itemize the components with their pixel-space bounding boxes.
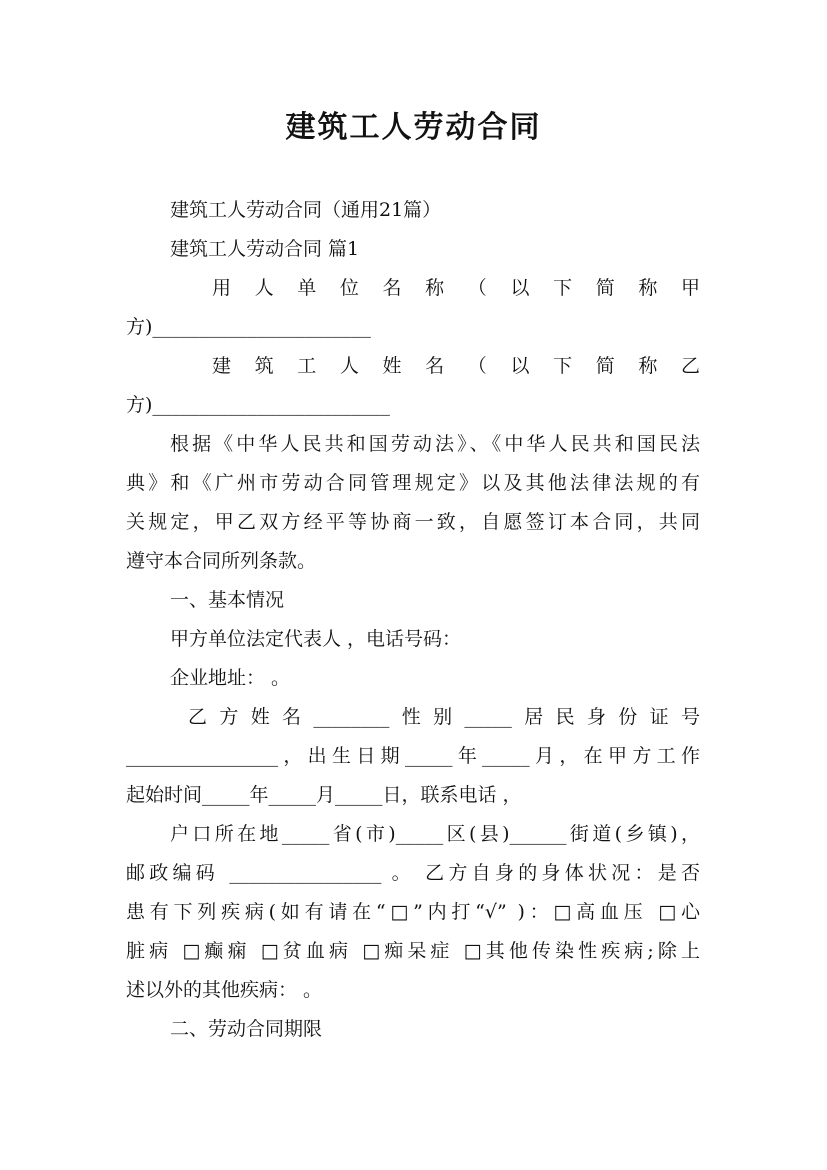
section-heading-contract-term: 二、劳动合同期限 <box>170 1018 323 1040</box>
worker-name-label: 建筑工人姓名（以下简称乙 <box>212 355 700 377</box>
health-line: 邮政编码 ________________ 。 乙方自身的身体状况：是否 <box>126 862 700 884</box>
body-paragraph-line: 典》和《广州市劳动合同管理规定》以及其他法律法规的有 <box>126 472 700 494</box>
worker-name-blank: 方)_________________________ <box>126 394 390 416</box>
subtitle-line: 建筑工人劳动合同（通用21篇） <box>170 199 442 221</box>
representative-line: 甲方单位法定代表人 ，电话号码： <box>170 628 462 650</box>
health-line: 脏病 □癫痫 □贫血病 □痴呆症 □其他传染性疾病;除上 <box>126 940 700 962</box>
section-heading: 建筑工人劳动合同 篇1 <box>170 238 360 260</box>
health-line: 述以外的其他疾病： 。 <box>126 979 323 1001</box>
body-paragraph-line: 遵守本合同所列条款。 <box>126 550 317 572</box>
address-line: 企业地址： 。 <box>170 667 291 689</box>
body-paragraph-line: 关规定，甲乙双方经平等协商一致，自愿签订本合同，共同 <box>126 511 700 533</box>
body-paragraph-line: 根据《中华人民共和国劳动法》、《中华人民共和国民法 <box>170 433 700 455</box>
residence-line: 户口所在地_____省(市)_____区(县)______街道(乡镇)， <box>170 823 700 845</box>
document-title: 建筑工人劳动合同 <box>285 110 542 145</box>
health-line: 患有下列疾病(如有请在“□”内打“√” )：□高血压 □心 <box>126 901 700 923</box>
worker-info-line: ________________，出生日期_____年_____月，在甲方工作 <box>126 745 700 767</box>
employer-name-label: 用人单位名称（以下简称甲 <box>212 277 700 299</box>
section-heading-basic-info: 一、基本情况 <box>170 589 285 611</box>
worker-info-line: 乙方姓名________性别_____居民身份证号 <box>188 706 700 728</box>
employer-name-blank: 方)_______________________ <box>126 316 371 338</box>
worker-info-line: 起始时间_____年_____月_____日，联系电话 ， <box>126 784 522 806</box>
